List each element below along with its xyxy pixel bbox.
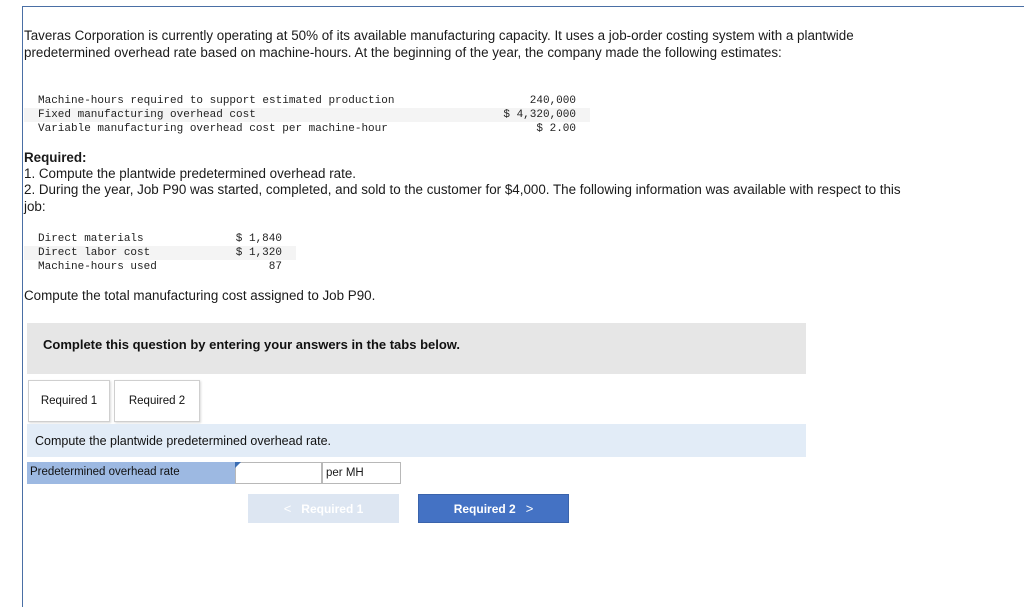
estimate-value: 240,000 — [529, 95, 576, 107]
prev-required-button[interactable] — [248, 494, 399, 523]
instruction-box — [27, 323, 806, 374]
job-label: Machine-hours used — [38, 261, 157, 273]
job-label: Direct labor cost — [24, 246, 198, 260]
table-row — [24, 232, 296, 246]
estimate-label: Variable manufacturing overhead cost per machine-hour — [38, 123, 388, 135]
tab-required-2[interactable]: Required 2 — [114, 380, 200, 422]
job-value: $ 1,320 — [198, 246, 296, 260]
required-heading: Required: — [24, 150, 87, 165]
next-required-button[interactable] — [418, 494, 569, 523]
unit-label: per MH — [322, 462, 401, 484]
tab-required-1[interactable]: Required 1 — [28, 380, 110, 422]
table-row — [24, 260, 296, 274]
table-row — [24, 108, 590, 122]
instruction-text: Complete this question by entering your answers in the tabs below. — [43, 337, 461, 352]
question-bar — [27, 424, 806, 457]
compute-total-text: Compute the total manufacturing cost assigned to Job P90. — [24, 288, 376, 303]
job-value: 87 — [268, 261, 282, 273]
estimate-label: Fixed manufacturing overhead cost — [24, 108, 484, 122]
answer-label: Predetermined overhead rate — [27, 462, 235, 484]
question-text: Compute the plantwide predetermined overhead rate. — [35, 434, 332, 448]
required-item-1: 1. Compute the plantwide predetermined overhead rate. — [24, 166, 356, 181]
estimate-value: $ 4,320,000 — [484, 108, 590, 122]
next-button-label: Required 2 — [453, 501, 516, 516]
table-row — [24, 94, 590, 108]
estimate-value: $ 2.00 — [536, 123, 576, 135]
estimates-table — [24, 94, 590, 136]
estimate-label: Machine-hours required to support estimated production — [38, 95, 395, 107]
required-item-2: 2. During the year, Job P90 was started, completed, and sold to the customer for $4,000. The following information was available with respect to this job: — [24, 182, 901, 214]
problem-intro: Taveras Corporation is currently operating at 50% of its available manufacturing capacity. It uses a job-order costing system with a plantwide predetermined overhead rate based on machine-hours. At the beginning of the year, the company made the following estimates: — [24, 28, 854, 60]
input-flag-icon — [235, 462, 241, 468]
job-label: Direct materials — [38, 233, 144, 245]
prev-button-label: Required 1 — [301, 501, 364, 516]
table-row — [24, 122, 590, 136]
job-table — [24, 232, 296, 274]
chevron-left-icon: < — [283, 501, 292, 516]
table-row — [24, 246, 296, 260]
chevron-right-icon: > — [525, 501, 534, 516]
overhead-rate-input[interactable] — [235, 462, 322, 484]
job-value: $ 1,840 — [235, 233, 282, 245]
